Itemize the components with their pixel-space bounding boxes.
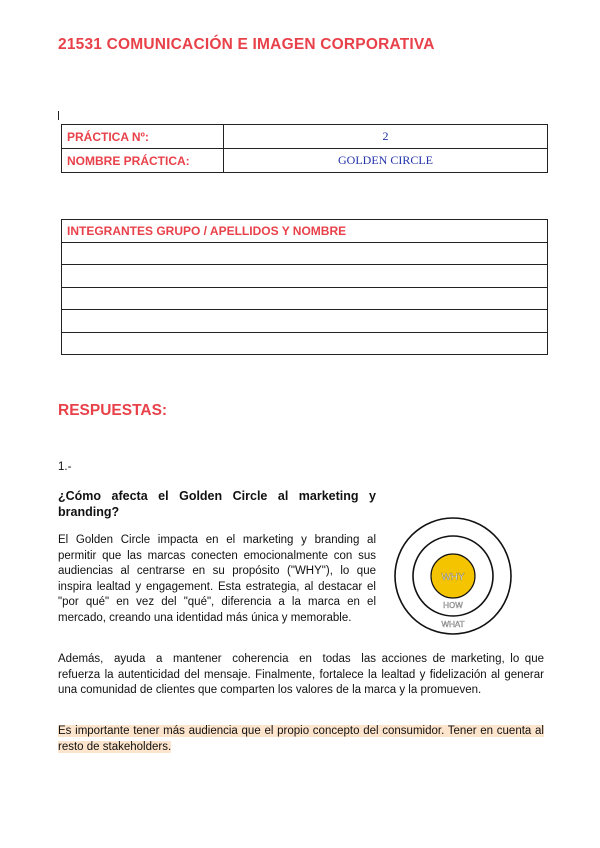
why-label: WHY (441, 572, 465, 583)
practice-name-row (62, 149, 548, 173)
highlighted-comment (58, 724, 544, 755)
answer-paragraph-2-first-line: Además, ayuda a mantener coherencia en todas las (58, 653, 376, 665)
practice-number-row (62, 125, 548, 149)
practice-name-label: NOMBRE PRÁCTICA: (62, 149, 224, 173)
group-members-table (61, 219, 548, 355)
how-label: HOW (443, 601, 463, 610)
answers-section-title: RESPUESTAS: (58, 402, 168, 419)
group-member-row[interactable] (62, 287, 548, 310)
document-title: 21531 COMUNICACIÓN E IMAGEN CORPORATIVA (58, 36, 435, 53)
group-member-row[interactable] (62, 310, 548, 333)
answer-paragraph-2 (58, 652, 544, 699)
answer-paragraph-2-rest: acciones de marketing, lo que refuerza la autenticidad del mensaje. Finalmente, fortalece la lealtad y fidelización al generar una comunidad de clientes que comparten los valores de la marca y la promueven. (58, 653, 544, 697)
practice-info-table (61, 124, 548, 173)
question-text: ¿Cómo afecta el Golden Circle al marketing y branding? (58, 489, 376, 519)
practice-name-value[interactable]: GOLDEN CIRCLE (224, 149, 548, 173)
what-label: WHAT (441, 620, 465, 629)
golden-circle-diagram (392, 515, 514, 637)
group-member-row[interactable] (62, 332, 548, 355)
answer-paragraph-1: El Golden Circle impacta en el marketing y branding al permitir que las marcas conecten emocionalmente con sus audiencias al centrarse en su propósito ("WHY"), lo que inspira lealtad y engagement. Esta estrategia, al destacar el "por qué" en vez del "qué", diferencia a la marca en el mercado, creando una identidad más única y memorable. (58, 534, 376, 624)
text-cursor (58, 111, 59, 120)
practice-number-value[interactable]: 2 (224, 125, 548, 149)
group-members-header: INTEGRANTES GRUPO / APELLIDOS Y NOMBRE (62, 220, 548, 243)
question-number: 1.- (58, 461, 72, 473)
highlighted-note: Es importante tener más audiencia que el propio concepto del consumidor. Tener en cuenta al resto de stakeholders. (58, 725, 544, 753)
group-member-row[interactable] (62, 242, 548, 265)
group-member-row[interactable] (62, 265, 548, 288)
practice-number-label: PRÁCTICA Nº: (62, 125, 224, 149)
